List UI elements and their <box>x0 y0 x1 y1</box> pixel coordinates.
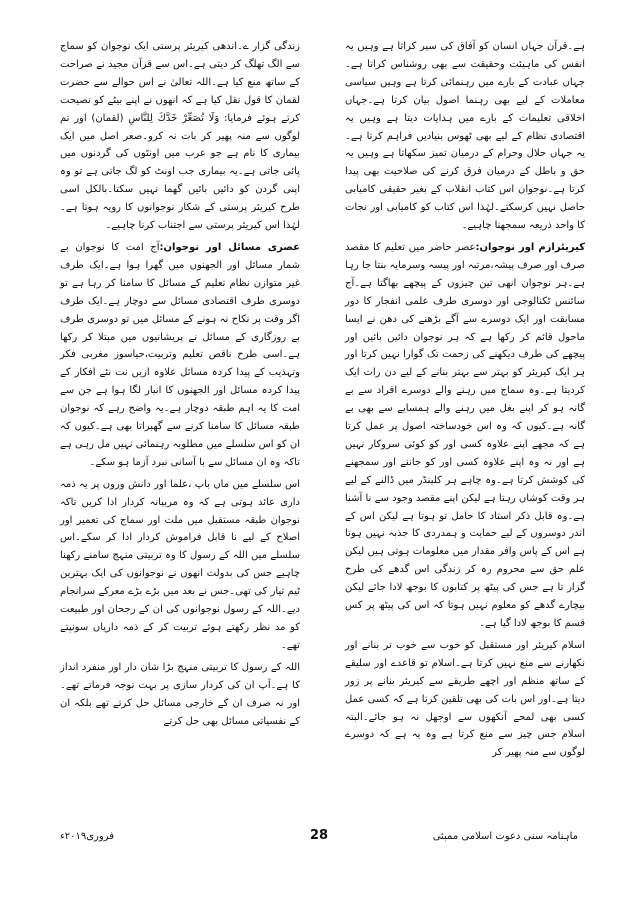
section-heading-modern-problems: عصری مسائل اور نوجوان: <box>159 241 300 253</box>
paragraph-careerism <box>345 239 585 633</box>
issue-date: فروری۲۰۱۹ء <box>60 831 114 842</box>
left-column <box>60 38 300 730</box>
paragraph-luqman: زندگی گزار ے۔اندھی کیریئر پرستی ایک نوجوان کو سماج سے الگ تھلگ کر دیتی ہے۔اس سے قرآن مجید نے صراحت کے ساتھ منع کیا ہے۔اللہ تعالیٰ نے اس حوالے سے حضرت لقمان کا قول نقل کیا ہے کہ انھوں نے اپنے بیٹے کو نصیحت کرتے ہوئے فرمایا: وَلَا تُصَعِّرْ خَدَّكَ لِلنَّاسِ (لقمان) اور تم لوگوں سے منہ پھیر کر بات نہ کرو۔صعر اصل میں ایک بیماری کا نام ہے جو عرب میں اونٹوں کی گردنوں میں پائی جاتی ہے۔یہ بیماری جب اونٹ کو لگ جاتی ہے تو وہ اپنی گردن کو دائیں بائیں گھما نہیں سکتا۔بالکل اسی طرح کیریئر پرستی کے شکار نوجوانوں کا رویہ ہوتا ہے۔لہٰذا اس کیریئر پرستی سے اجتناب کرنا چاہیے۔ <box>60 41 300 232</box>
right-column <box>345 38 585 762</box>
paragraph-quran-guidance: ہے۔قرآن جہاں انسان کو آفاق کی سیر کراتا ہے وہیں یہ انفس کی ماہیئت وحقیقت سے بھی روشناس کراتا ہے۔جہاں عبادت کے بارے میں رہنمائی کرتا ہے وہیں سیاسی معاملات کے لیے بھی رہنما اصول بیان کرتا ہے۔جہاں اخلاقی تعلیمات کے بارے میں ہدایات دیتا ہے وہیں یہ اقتصادی نظام کے لیے بھی ٹھوس بنیادیں فراہم کرتا ہے۔یہ جہاں حلال وحرام کے درمیان تمیز سکھاتا ہے وہیں یہ حق و باطل کے درمیان فرق کرنے کی صلاحیت بھی پیدا کرتا ہے۔نوجوان اس کتاب انقلاب کے بغیر حقیقی کامیابی حاصل نہیں کرسکتے۔لہٰذا اس کتاب کو کامیابی اور نجات کا واحد ذریعہ سمجھنا چاہیے۔ <box>345 41 585 232</box>
paragraph-islam-career: اسلام کیریئر اور مستقبل کو خوب سے خوب تر بنانے اور نکھارنے سے منع نہیں کرتا ہے۔اسلام تو قاعدے اور سلیقے کے ساتھ منظم اور اچھے طریقے سے کیریئر بنانے پر زور دیتا ہے۔اور اس بات کی بھی تلقین کرتا ہے کہ کسی عمل کسی بھی لمحے آنکھوں سے اوجھل نہ ہو جائے۔البتہ اسلام جس چیز سے منع کرتا ہے وہ یہ ہے کہ دوسرے لوگوں سے منہ پھیر کر <box>345 639 585 759</box>
paragraph-careerism-text: عصر حاضر میں تعلیم کا مقصد صرف اور صرف پیشہ،مرتبہ اور پیسہ وسرمایہ بنتا جا رہا ہے۔ہر نوجوان انھی تین چیزوں کے پیچھے بھاگتا ہے۔آج سائنس ٹکنالوجی اور دوسری طرف علمی انفجار کا دور مسابقت اور ایک دوسرے سے آگے بڑھنے کی دھن نے ایسا ماحول قائم کر رکھا ہے کہ ہر نوجوان دائیں بائیں اور پیچھے کی طرف دیکھنے کی زحمت تک گوارا نہیں کرتا اور ہر ایک کیریئر کو بہتر سے بہتر بنانے کے لیے دن رات ایک کردیتا ہے۔وہ سماج میں رہنے والے دوسرے افراد سے بے گانہ ہو کر اپنے بغل میں رہنے والے ہمسایے سے بھی بے گانہ ہے۔کیوں کہ وہ اس خودساختہ اصول پر عمل کرتا ہے کہ مجھے اپنے علاوہ کسی اور کو کوئی سروکار نہیں ہے اور نہ وہ اپنے علاوہ کسی اور کو جاننے اور سمجھنے کی کوشش کرتا ہے۔وہ چاہے ہر کلینڈر میں ڈالنے کے لیے ہر وقت کوشاں رہتا ہے لیکن اپنے مقصد وجود سے نا آشنا ہے۔وہ قابل ذکر استاد کا حامل تو ہوتا ہے لیکن اس کے اندر دوسروں کے لیے حمایت و ہمدردی کا جذبہ نہیں ہوتا ہے اس کے پاس وافر مقدار میں معلومات ہوتی ہیں لیکن علم حق سے محروم رہ کر زندگی اس گدھے کی طرح گزار تا ہے جس کی پیٹھ پر کتابوں کا بوجھ لادا جائے لیکن بیچارے گدھے کو معلوم نہیں ہوتا کہ اس کی پیٹھ پر کس قسم کا بوجھ لادا گیا ہے۔ <box>345 241 585 629</box>
magazine-title: ماہنامہ سنی دعوت اسلامی ممبئی <box>432 831 578 842</box>
page-footer <box>0 828 638 848</box>
paragraph-responsibility: اس سلسلے میں ماں باپ ،علما اور دانش وروں پر یہ ذمہ داری عائد ہوتی ہے کہ وہ مربیانہ کردار ادا کریں تاکہ نوجوان طبقہ مستقبل میں ملت اور سماج کی تعمیر اور اصلاح کے لیے نا قابل فراموش کردار ادا کر سکے۔اس سلسلے میں اللہ کے رسول کا وہ تربیتی منہج سامنے رکھنا چاہیے جس کی بدولت انھوں نے نوجوانوں کی ایک بہترین ٹیم تیار کی تھی۔جس نے بعد میں بڑے بڑے معرکے سرانجام دیے۔اللہ کے رسول نوجوانوں کی ان کے رجحان اور طبیعت کو مد نظر رکھتے ہوئے تربیت کر کے ذمہ داریاں سونپتے تھے۔ <box>60 478 300 651</box>
section-heading-careerism: کیریئرازم اور نوجوان: <box>475 241 586 253</box>
paragraph-modern-problems <box>60 239 300 472</box>
paragraph-prophet-method: اللہ کے رسول کا تربیتی منہج بڑا شان دار اور منفرد انداز کا ہے۔آپ ان کی کردار سازی پر بہت توجہ فرماتے تھے۔اور نہ صرف ان کے خارجی مسائل حل کرتے تھے بلکہ ان کے نفسیاتی مسائل بھی حل کرتے <box>60 661 300 727</box>
page-number: 28 <box>309 828 329 843</box>
paragraph-modern-problems-text: آج امت کا نوجوان بے شمار مسائل اور الجھنوں میں گھرا ہوا ہے۔ایک طرف غیر متوازن نظام تعلیم کے مسائل کا سامنا کر رہا ہے تو دوسری طرف اقتصادی مسائل سے دوچار ہے۔ایک طرف اگر وقت پر نکاح نہ ہونے کے مسائل میں تو دوسری طرف بے روزگاری کے مسائل نے پریشانیوں میں مبتلا کر رکھا ہے۔اسی طرح ناقص تعلیم وتربیت،حیاسوز مغربی فکر وتہذیب کے پیدا کردہ مسائل علاوہ ازیں نت نئے افکار کے پیدا کردہ مسائل اور الجھنوں کا انبار لگا ہوا ہے جن سے امت کا یہ اہم طبقہ دوچار ہے۔یہ واضح رہے کہ نوجوان طبقہ مسائل کا سامنا کرنے سے گھبراتا بھی ہے۔کیوں کہ ان کو اس سلسلے میں مطلوبہ رہنمائی نہیں مل رہی ہے تاکہ وہ ان مسائل سے با آسانی نبرد آزما ہو سکے۔ <box>60 241 300 468</box>
